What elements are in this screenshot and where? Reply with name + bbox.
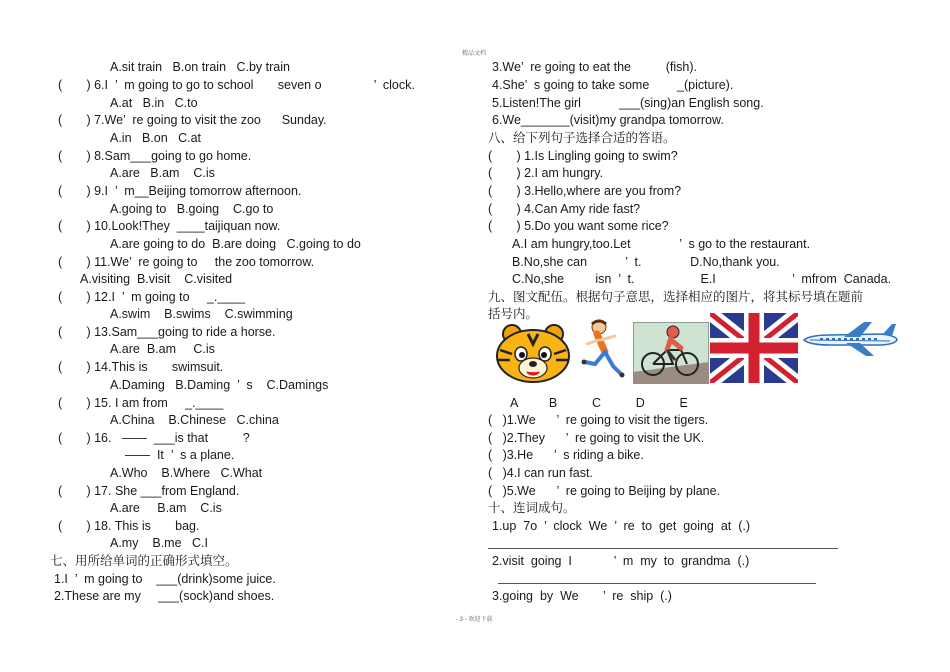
q17-options: A.are B.am C.is [110, 501, 222, 515]
q8-options: A.are B.am C.is [110, 166, 215, 180]
q17: ( ) 17. She ___from England. [58, 484, 240, 498]
s7-q1: 1.I ’ m going to ___(drink)some juice. [54, 572, 276, 586]
q8: ( ) 8.Sam___going to go home. [58, 149, 252, 163]
q9-options: A.going to B.going C.go to [110, 202, 274, 216]
running-boy-icon [575, 318, 630, 382]
s10-q3: 3.going by We ’ re ship (.) [492, 589, 672, 603]
q18-options: A.my B.me C.I [110, 536, 208, 550]
q16: ( ) 16. —— ___is that ? [58, 431, 250, 445]
q6: ( ) 6.I ’ m going to go to school seven o ’ clock. [58, 78, 415, 92]
q15: ( ) 15. I am from _.____ [58, 396, 224, 410]
q13-options: A.are B.am C.is [110, 342, 215, 356]
q6-options: A.at B.in C.to [110, 96, 198, 110]
cyclist-icon [633, 322, 709, 384]
picture-labels: A B C D E [510, 396, 688, 410]
s9-q2: ( )2.They ’ re going to visit the UK. [488, 431, 705, 445]
s9-q5: ( )5.We ’ re going to Beijing by plane. [488, 484, 721, 498]
airplane-icon [800, 320, 900, 358]
footer-note: - 3 - 欢迎下载 [456, 617, 493, 623]
section-9-heading-cont: 括号内。 [488, 307, 539, 321]
q9: ( ) 9.I ’ m__Beijing tomorrow afternoon. [58, 184, 302, 198]
picture-c [633, 322, 709, 384]
section-9-heading: 九、图文配伍。根据句子意思，选择相应的图片，将其标号填在题前 [488, 290, 864, 304]
q11-options: A.visiting B.visit C.visited [80, 272, 233, 286]
s7-q5: 5.Listen!The girl ___(sing)an English song. [492, 96, 764, 110]
picture-e [800, 320, 900, 358]
q15-options: A.China B.Chinese C.china [110, 413, 279, 427]
picture-d [710, 313, 798, 383]
s7-q6: 6.We_______(visit)my grandpa tomorrow. [492, 113, 724, 127]
s8-answer-b-d: B.No,she can ’ t. D.No,thank you. [512, 255, 780, 269]
s9-q3: ( )3.He ’ s riding a bike. [488, 448, 644, 462]
section-7-heading: 七、用所给单词的正确形式填空。 [50, 554, 238, 568]
uk-flag-icon [710, 313, 798, 383]
q18: ( ) 18. This is bag. [58, 519, 207, 533]
s9-q1: ( )1.We ’ re going to visit the tigers. [488, 413, 709, 427]
s8-q4: ( ) 4.Can Amy ride fast? [488, 202, 641, 216]
s8-q2: ( ) 2.I am hungry. [488, 166, 604, 180]
q14-options: A.Daming B.Daming ’ s C.Damings [110, 378, 329, 392]
s8-q5: ( ) 5.Do you want some rice? [488, 219, 669, 233]
q11: ( ) 11.We’ re going to the zoo tomorrow. [58, 255, 315, 269]
s8-answer-a: A.I am hungry,too.Let ’ s go to the restaurant. [512, 237, 811, 251]
s8-answer-c-e: C.No,she isn ’ t. E.I ’ mfrom Canada. [512, 272, 892, 286]
q12: ( ) 12.I ’ m going to _.____ [58, 290, 246, 304]
q10: ( ) 10.Look!They ____taijiquan now. [58, 219, 281, 233]
q14: ( ) 14.This is swimsuit. [58, 360, 224, 374]
s7-q3: 3.We’ re going to eat the (fish). [492, 60, 715, 74]
s7-q4: 4.She’ s going to take some _(picture). [492, 78, 734, 92]
s10-q2: 2.visit going I ’ m my to grandma (.) [492, 554, 750, 568]
header-note: 精品文档 [462, 51, 487, 57]
q10-options: A.are going to do B.are doing C.going to do [110, 237, 361, 251]
section-10-heading: 十、连词成句。 [488, 501, 576, 515]
s7-q2: 2.These are my ___(sock)and shoes. [54, 589, 275, 603]
picture-b [575, 318, 630, 382]
s10-q2-answer-line [498, 583, 816, 584]
section-8-heading: 八、给下列句子选择合适的答语。 [488, 131, 676, 145]
q16-reply: —— It ’ s a plane. [125, 448, 235, 462]
q12-options: A.swim B.swims C.swimming [110, 307, 293, 321]
q13: ( ) 13.Sam___going to ride a horse. [58, 325, 276, 339]
q7-options: A.in B.on C.at [110, 131, 202, 145]
q16-options: A.Who B.Where C.What [110, 466, 263, 480]
s8-q1: ( ) 1.Is Lingling going to swim? [488, 149, 678, 163]
tiger-icon [492, 322, 574, 384]
q5-options: A.sit train B.on train C.by train [110, 60, 290, 74]
q7: ( ) 7.We’ re going to visit the zoo Sunday. [58, 113, 334, 127]
s9-q4: ( )4.I can run fast. [488, 466, 593, 480]
s8-q3: ( ) 3.Hello,where are you from? [488, 184, 682, 198]
s10-q1: 1.up 7o ’ clock We ’ re to get going at (.) [492, 519, 750, 533]
picture-a [492, 322, 574, 384]
s10-q1-answer-line [488, 548, 838, 549]
